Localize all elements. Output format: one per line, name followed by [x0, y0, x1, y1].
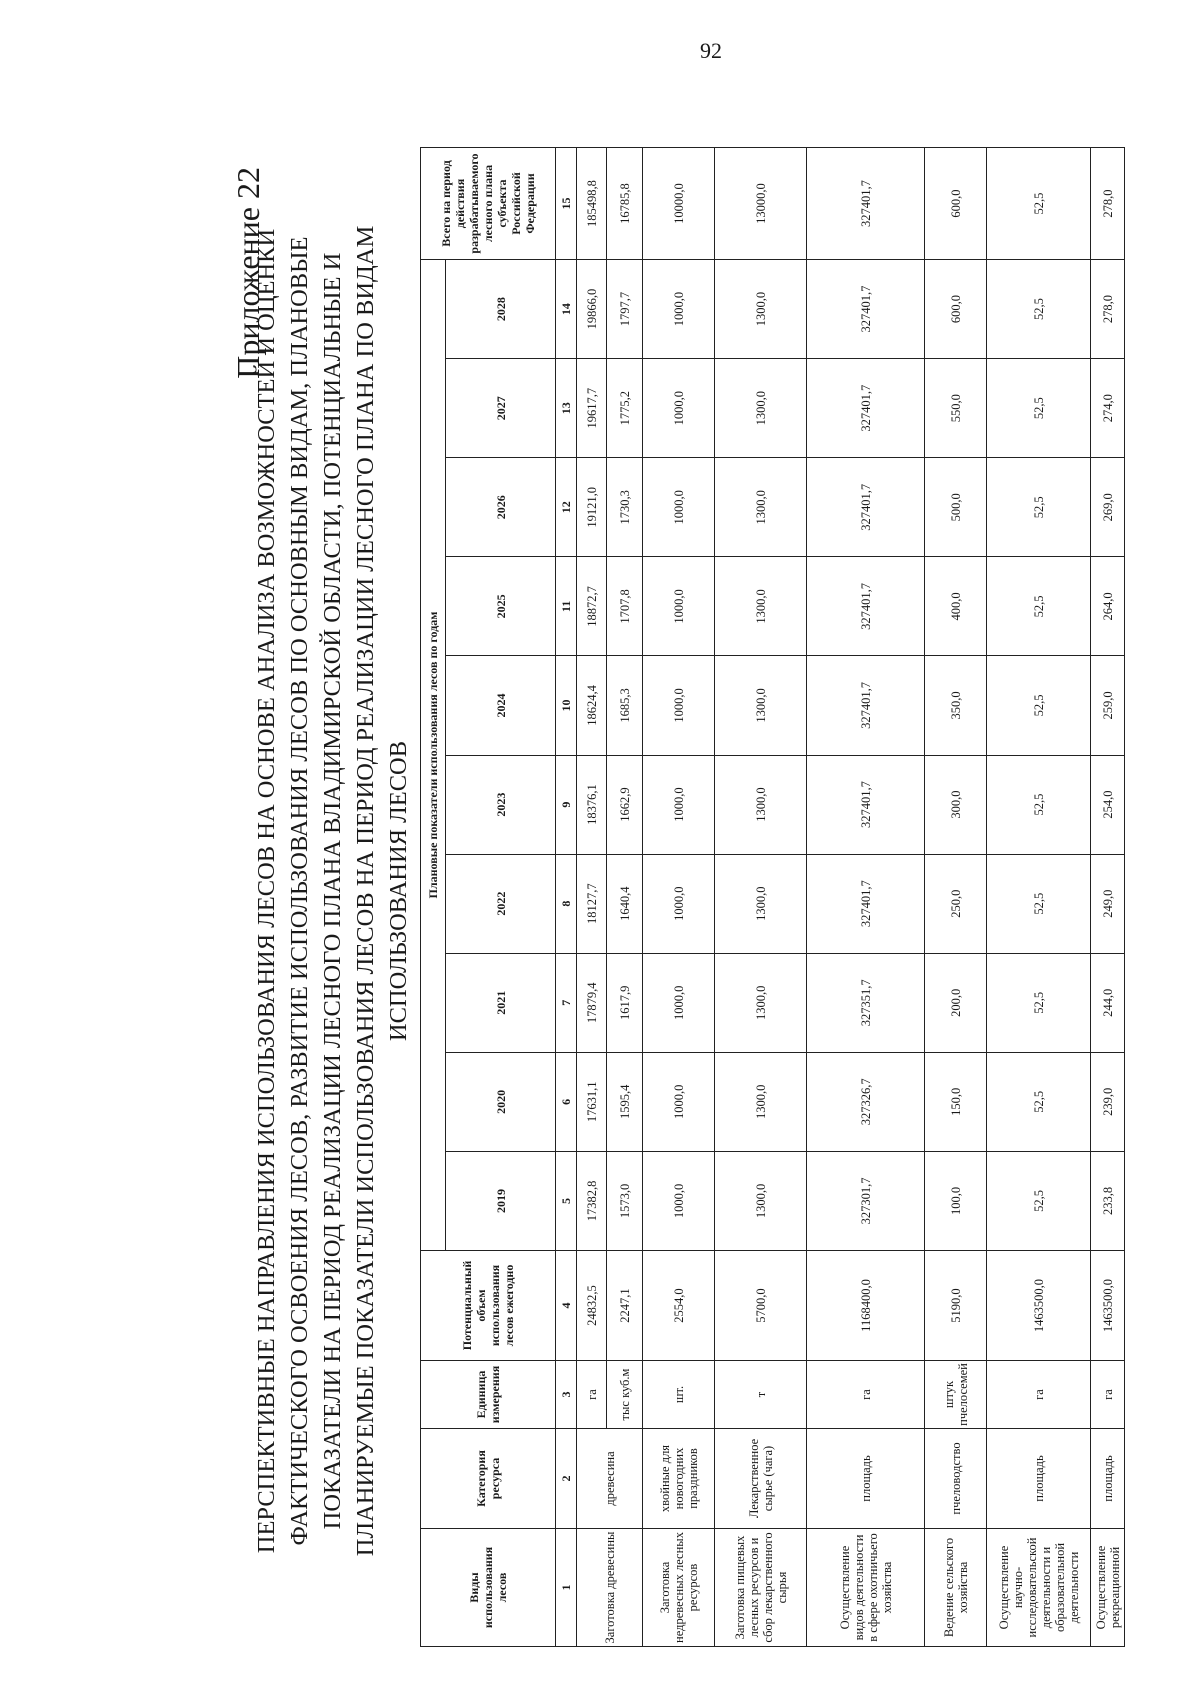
- column-number: 3: [556, 1361, 577, 1429]
- cell-year-value: 1573,0: [607, 1151, 643, 1250]
- table-row: [715, 148, 807, 1647]
- column-number: 2: [556, 1429, 577, 1529]
- header-year: 2020: [446, 1052, 556, 1151]
- cell-year-value: 1707,8: [607, 557, 643, 656]
- cell-year-value: 1300,0: [715, 953, 807, 1052]
- cell-year-value: 250,0: [925, 854, 987, 953]
- cell-year-value: 19866,0: [577, 260, 607, 359]
- cell-year-value: 500,0: [925, 458, 987, 557]
- cell-kind: Ведение сельского хозяйства: [925, 1529, 987, 1647]
- header-year: 2025: [446, 557, 556, 656]
- column-number: 10: [556, 656, 577, 755]
- cell-year-value: 52,5: [987, 1052, 1091, 1151]
- forest-use-plan-table: [420, 147, 1125, 1647]
- table-row: [987, 148, 1091, 1647]
- column-number: 7: [556, 953, 577, 1052]
- cell-category: площадь: [987, 1429, 1091, 1529]
- cell-kind: Заготовка пищевых лесных ресурсов и сбор лекарственного сырья: [715, 1529, 807, 1647]
- cell-year-value: 1300,0: [715, 1052, 807, 1151]
- cell-category: древесина: [577, 1429, 643, 1529]
- cell-total: 13000,0: [715, 148, 807, 260]
- cell-total: 10000,0: [643, 148, 715, 260]
- cell-unit: шт.: [643, 1361, 715, 1429]
- cell-year-value: 1640,4: [607, 854, 643, 953]
- cell-year-value: 52,5: [987, 656, 1091, 755]
- cell-total: 327401,7: [807, 148, 925, 260]
- cell-year-value: 18624,4: [577, 656, 607, 755]
- cell-potential: 1463500,0: [1091, 1251, 1125, 1361]
- cell-kind: Осуществление рекреационной: [1091, 1529, 1125, 1647]
- cell-year-value: 18376,1: [577, 755, 607, 854]
- document-title: ПЕРСПЕКТИВНЫЕ НАПРАВЛЕНИЯ ИСПОЛЬЗОВАНИЯ ЛЕСОВ НА ОСНОВЕ АНАЛИЗА ВОЗМОЖНОСТЕЙ И ОЦЕНКИ ФАКТИЧЕСКОГО ОСВОЕНИЯ ЛЕСОВ, РАЗВИТИЕ ИСПОЛЬЗОВАНИЯ ЛЕСОВ ПО ОСНОВНЫМ ВИДАМ, ПЛАНОВЫЕ ПОКАЗАТЕЛИ НА ПЕРИОД РЕАЛИЗАЦИИ ЛЕСНОГО ПЛАНА ВЛАДИМИРСКОЙ ОБЛАСТИ, ПОТЕНЦИАЛЬНЫЕ И ПЛАНИРУЕМЫЕ ПОКАЗАТЕЛИ ИСПОЛЬЗОВАНИЯ ЛЕСОВ НА ПЕРИОД РЕАЛИЗАЦИИ ЛЕСНОГО ПЛАНА ПО ВИДАМ ИСПОЛЬЗОВАНИЯ ЛЕСОВ: [253, 225, 412, 1557]
- cell-year-value: 52,5: [987, 1151, 1091, 1250]
- cell-year-value: 254,0: [1091, 755, 1125, 854]
- header-year: 2021: [446, 953, 556, 1052]
- cell-year-value: 327401,7: [807, 755, 925, 854]
- header-year: 2028: [446, 260, 556, 359]
- page-number: 92: [700, 38, 722, 63]
- cell-year-value: 1300,0: [715, 359, 807, 458]
- cell-year-value: 52,5: [987, 755, 1091, 854]
- cell-potential: 5190,0: [925, 1251, 987, 1361]
- cell-kind: Осуществление видов деятельности в сфере охотничьего хозяйства: [807, 1529, 925, 1647]
- cell-year-value: 327326,7: [807, 1052, 925, 1151]
- cell-year-value: 274,0: [1091, 359, 1125, 458]
- cell-year-value: 244,0: [1091, 953, 1125, 1052]
- cell-year-value: 327351,7: [807, 953, 925, 1052]
- cell-year-value: 1662,9: [607, 755, 643, 854]
- cell-unit: га: [987, 1361, 1091, 1429]
- cell-year-value: 327401,7: [807, 557, 925, 656]
- cell-year-value: 52,5: [987, 260, 1091, 359]
- column-number: 12: [556, 458, 577, 557]
- column-number: 1: [556, 1529, 577, 1647]
- cell-year-value: 1595,4: [607, 1052, 643, 1151]
- cell-year-value: 327401,7: [807, 656, 925, 755]
- header-year: 2024: [446, 656, 556, 755]
- column-number: 15: [556, 148, 577, 260]
- cell-year-value: 17382,8: [577, 1151, 607, 1250]
- cell-potential: 1168400,0: [807, 1251, 925, 1361]
- cell-total: 600,0: [925, 148, 987, 260]
- header-year: 2019: [446, 1151, 556, 1250]
- cell-year-value: 1000,0: [643, 854, 715, 953]
- cell-year-value: 52,5: [987, 359, 1091, 458]
- cell-year-value: 1000,0: [643, 953, 715, 1052]
- cell-category: хвойные для новогодних праздников: [643, 1429, 715, 1529]
- header-year: 2026: [446, 458, 556, 557]
- cell-year-value: 52,5: [987, 854, 1091, 953]
- cell-year-value: 1797,7: [607, 260, 643, 359]
- cell-year-value: 1617,9: [607, 953, 643, 1052]
- header-unit: Единица измерения: [421, 1361, 556, 1429]
- cell-year-value: 52,5: [987, 953, 1091, 1052]
- cell-year-value: 327301,7: [807, 1151, 925, 1250]
- cell-year-value: 19617,7: [577, 359, 607, 458]
- cell-year-value: 300,0: [925, 755, 987, 854]
- cell-year-value: 1300,0: [715, 458, 807, 557]
- column-number: 4: [556, 1251, 577, 1361]
- header-potential: Потенциальный объем использования лесов ежегодно: [421, 1251, 556, 1361]
- table-row: [925, 148, 987, 1647]
- cell-kind: Заготовка недревесных лесных ресурсов: [643, 1529, 715, 1647]
- cell-potential: 2554,0: [643, 1251, 715, 1361]
- cell-potential: 2247,1: [607, 1251, 643, 1361]
- cell-year-value: 150,0: [925, 1052, 987, 1151]
- table-row: [607, 148, 643, 1647]
- cell-year-value: 1730,3: [607, 458, 643, 557]
- cell-year-value: 264,0: [1091, 557, 1125, 656]
- cell-year-value: 249,0: [1091, 854, 1125, 953]
- header-total: Всего на период действия разрабатываемого лесного плана субъекта Российской Федерации: [421, 148, 556, 260]
- cell-year-value: 17879,4: [577, 953, 607, 1052]
- cell-unit: т: [715, 1361, 807, 1429]
- cell-category: площадь: [807, 1429, 925, 1529]
- table-row: [807, 148, 925, 1647]
- cell-year-value: 18872,7: [577, 557, 607, 656]
- cell-total: 278,0: [1091, 148, 1125, 260]
- header-year: 2022: [446, 854, 556, 953]
- cell-potential: 5700,0: [715, 1251, 807, 1361]
- cell-category: площадь: [1091, 1429, 1125, 1529]
- cell-potential: 24832,5: [577, 1251, 607, 1361]
- cell-year-value: 1000,0: [643, 260, 715, 359]
- cell-year-value: 269,0: [1091, 458, 1125, 557]
- table-row: [577, 148, 607, 1647]
- header-category: Категория ресурса: [421, 1429, 556, 1529]
- cell-year-value: 1000,0: [643, 458, 715, 557]
- cell-year-value: 1000,0: [643, 359, 715, 458]
- header-plan-group: Плановые показатели использования лесов по годам: [421, 260, 446, 1251]
- table-row: [1091, 148, 1125, 1647]
- cell-year-value: 278,0: [1091, 260, 1125, 359]
- cell-year-value: 239,0: [1091, 1052, 1125, 1151]
- table-row: [643, 148, 715, 1647]
- cell-year-value: 1300,0: [715, 656, 807, 755]
- cell-year-value: 200,0: [925, 953, 987, 1052]
- column-number: 5: [556, 1151, 577, 1250]
- cell-year-value: 600,0: [925, 260, 987, 359]
- cell-year-value: 400,0: [925, 557, 987, 656]
- cell-kind: Осуществление научно-исследовательской деятельности и образовательной деятельности: [987, 1529, 1091, 1647]
- cell-year-value: 19121,0: [577, 458, 607, 557]
- cell-year-value: 1300,0: [715, 755, 807, 854]
- cell-year-value: 1300,0: [715, 1151, 807, 1250]
- rotated-page-content: [230, 141, 1122, 1661]
- cell-year-value: 17631,1: [577, 1052, 607, 1151]
- cell-year-value: 259,0: [1091, 656, 1125, 755]
- cell-year-value: 52,5: [987, 557, 1091, 656]
- cell-year-value: 327401,7: [807, 458, 925, 557]
- cell-year-value: 1000,0: [643, 557, 715, 656]
- cell-total: 52,5: [987, 148, 1091, 260]
- header-kind: Виды использования лесов: [421, 1529, 556, 1647]
- cell-year-value: 233,8: [1091, 1151, 1125, 1250]
- cell-year-value: 327401,7: [807, 260, 925, 359]
- cell-potential: 1463500,0: [987, 1251, 1091, 1361]
- cell-year-value: 18127,7: [577, 854, 607, 953]
- column-number: 11: [556, 557, 577, 656]
- cell-total: 185498,8: [577, 148, 607, 260]
- cell-unit: га: [577, 1361, 607, 1429]
- appendix-label: Приложение 22: [230, 167, 266, 379]
- header-year: 2027: [446, 359, 556, 458]
- cell-year-value: 1685,3: [607, 656, 643, 755]
- cell-year-value: 350,0: [925, 656, 987, 755]
- cell-unit: штук пчелосемей: [925, 1361, 987, 1429]
- cell-year-value: 52,5: [987, 458, 1091, 557]
- column-number: 6: [556, 1052, 577, 1151]
- cell-kind: Заготовка древесины: [577, 1529, 643, 1647]
- cell-year-value: 1000,0: [643, 656, 715, 755]
- cell-year-value: 1000,0: [643, 755, 715, 854]
- cell-unit: га: [807, 1361, 925, 1429]
- cell-year-value: 1300,0: [715, 260, 807, 359]
- header-year: 2023: [446, 755, 556, 854]
- cell-year-value: 1300,0: [715, 557, 807, 656]
- column-number: 8: [556, 854, 577, 953]
- cell-year-value: 1775,2: [607, 359, 643, 458]
- cell-year-value: 1000,0: [643, 1052, 715, 1151]
- column-number: 14: [556, 260, 577, 359]
- cell-year-value: 100,0: [925, 1151, 987, 1250]
- cell-year-value: 550,0: [925, 359, 987, 458]
- cell-category: пчеловодство: [925, 1429, 987, 1529]
- column-number: 9: [556, 755, 577, 854]
- column-number: 13: [556, 359, 577, 458]
- cell-unit: тыс куб.м: [607, 1361, 643, 1429]
- cell-category: Лекарственное сырье (чага): [715, 1429, 807, 1529]
- cell-year-value: 327401,7: [807, 854, 925, 953]
- cell-year-value: 1300,0: [715, 854, 807, 953]
- cell-year-value: 327401,7: [807, 359, 925, 458]
- cell-unit: га: [1091, 1361, 1125, 1429]
- cell-total: 16785,8: [607, 148, 643, 260]
- cell-year-value: 1000,0: [643, 1151, 715, 1250]
